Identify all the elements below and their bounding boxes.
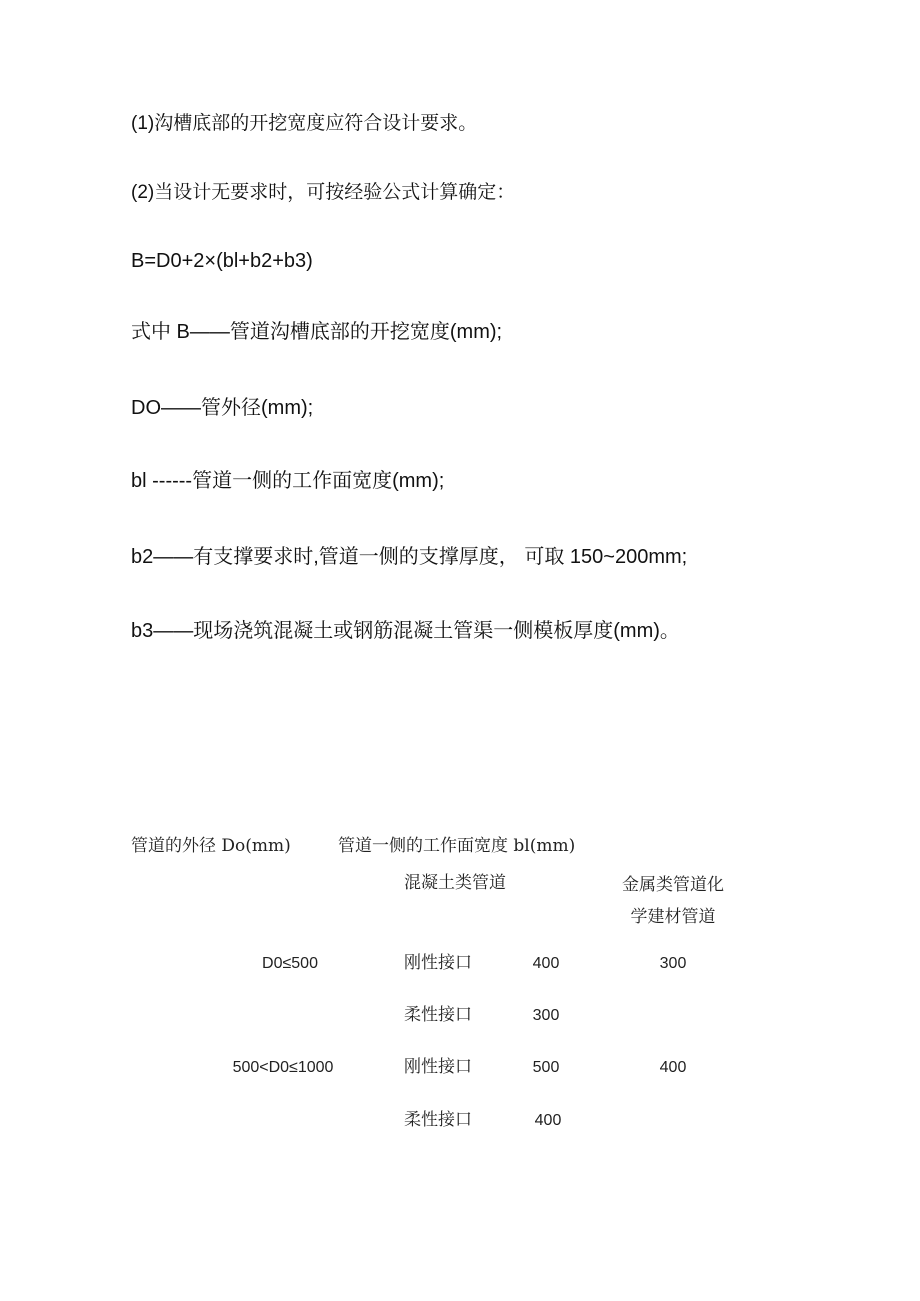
- clause-2: (2)当设计无要求时，可按经验公式计算确定：: [131, 182, 516, 203]
- cell-joint: 柔性接口: [404, 1005, 472, 1025]
- cell-metal-width: 400: [659, 1059, 687, 1076]
- cell-diameter: 500<D0≤1000: [232, 1059, 334, 1076]
- cell-concrete-width: 500: [532, 1059, 560, 1076]
- definition-b: 式中 B——管道沟槽底部的开挖宽度(mm);: [131, 321, 503, 343]
- cell-metal-width: 300: [659, 955, 687, 972]
- definition-d0: DO——管外径(mm);: [131, 397, 314, 419]
- definition-b1: bl ------管道一侧的工作面宽度(mm);: [131, 470, 445, 492]
- header-outer-diameter: 管道的外径 Do(mm): [131, 836, 291, 856]
- cell-concrete-width: 300: [532, 1007, 560, 1024]
- subheader-metal-pipe-line2: 学建材管道: [630, 907, 716, 927]
- subheader-metal-pipe-line1: 金属类管道化: [622, 875, 724, 895]
- definition-b2: b2——有支撑要求时,管道一侧的支撑厚度， 可取 150~200mm;: [131, 546, 688, 568]
- cell-joint: 柔性接口: [404, 1110, 472, 1130]
- clause-1: (1)沟槽底部的开挖宽度应符合设计要求。: [131, 113, 478, 134]
- cell-concrete-width: 400: [532, 955, 560, 972]
- width-formula: B=D0+2×(bl+b2+b3): [131, 250, 313, 272]
- header-working-width: 管道一侧的工作面宽度 bl(mm): [338, 836, 576, 856]
- cell-joint: 刚性接口: [404, 953, 472, 973]
- definition-b3: b3——现场浇筑混凝土或钢筋混凝土管渠一侧模板厚度(mm)。: [131, 620, 680, 642]
- cell-joint: 刚性接口: [404, 1057, 472, 1077]
- cell-diameter: D0≤500: [262, 955, 318, 972]
- subheader-concrete-pipe: 混凝土类管道: [404, 873, 506, 893]
- cell-concrete-width: 400: [534, 1112, 562, 1129]
